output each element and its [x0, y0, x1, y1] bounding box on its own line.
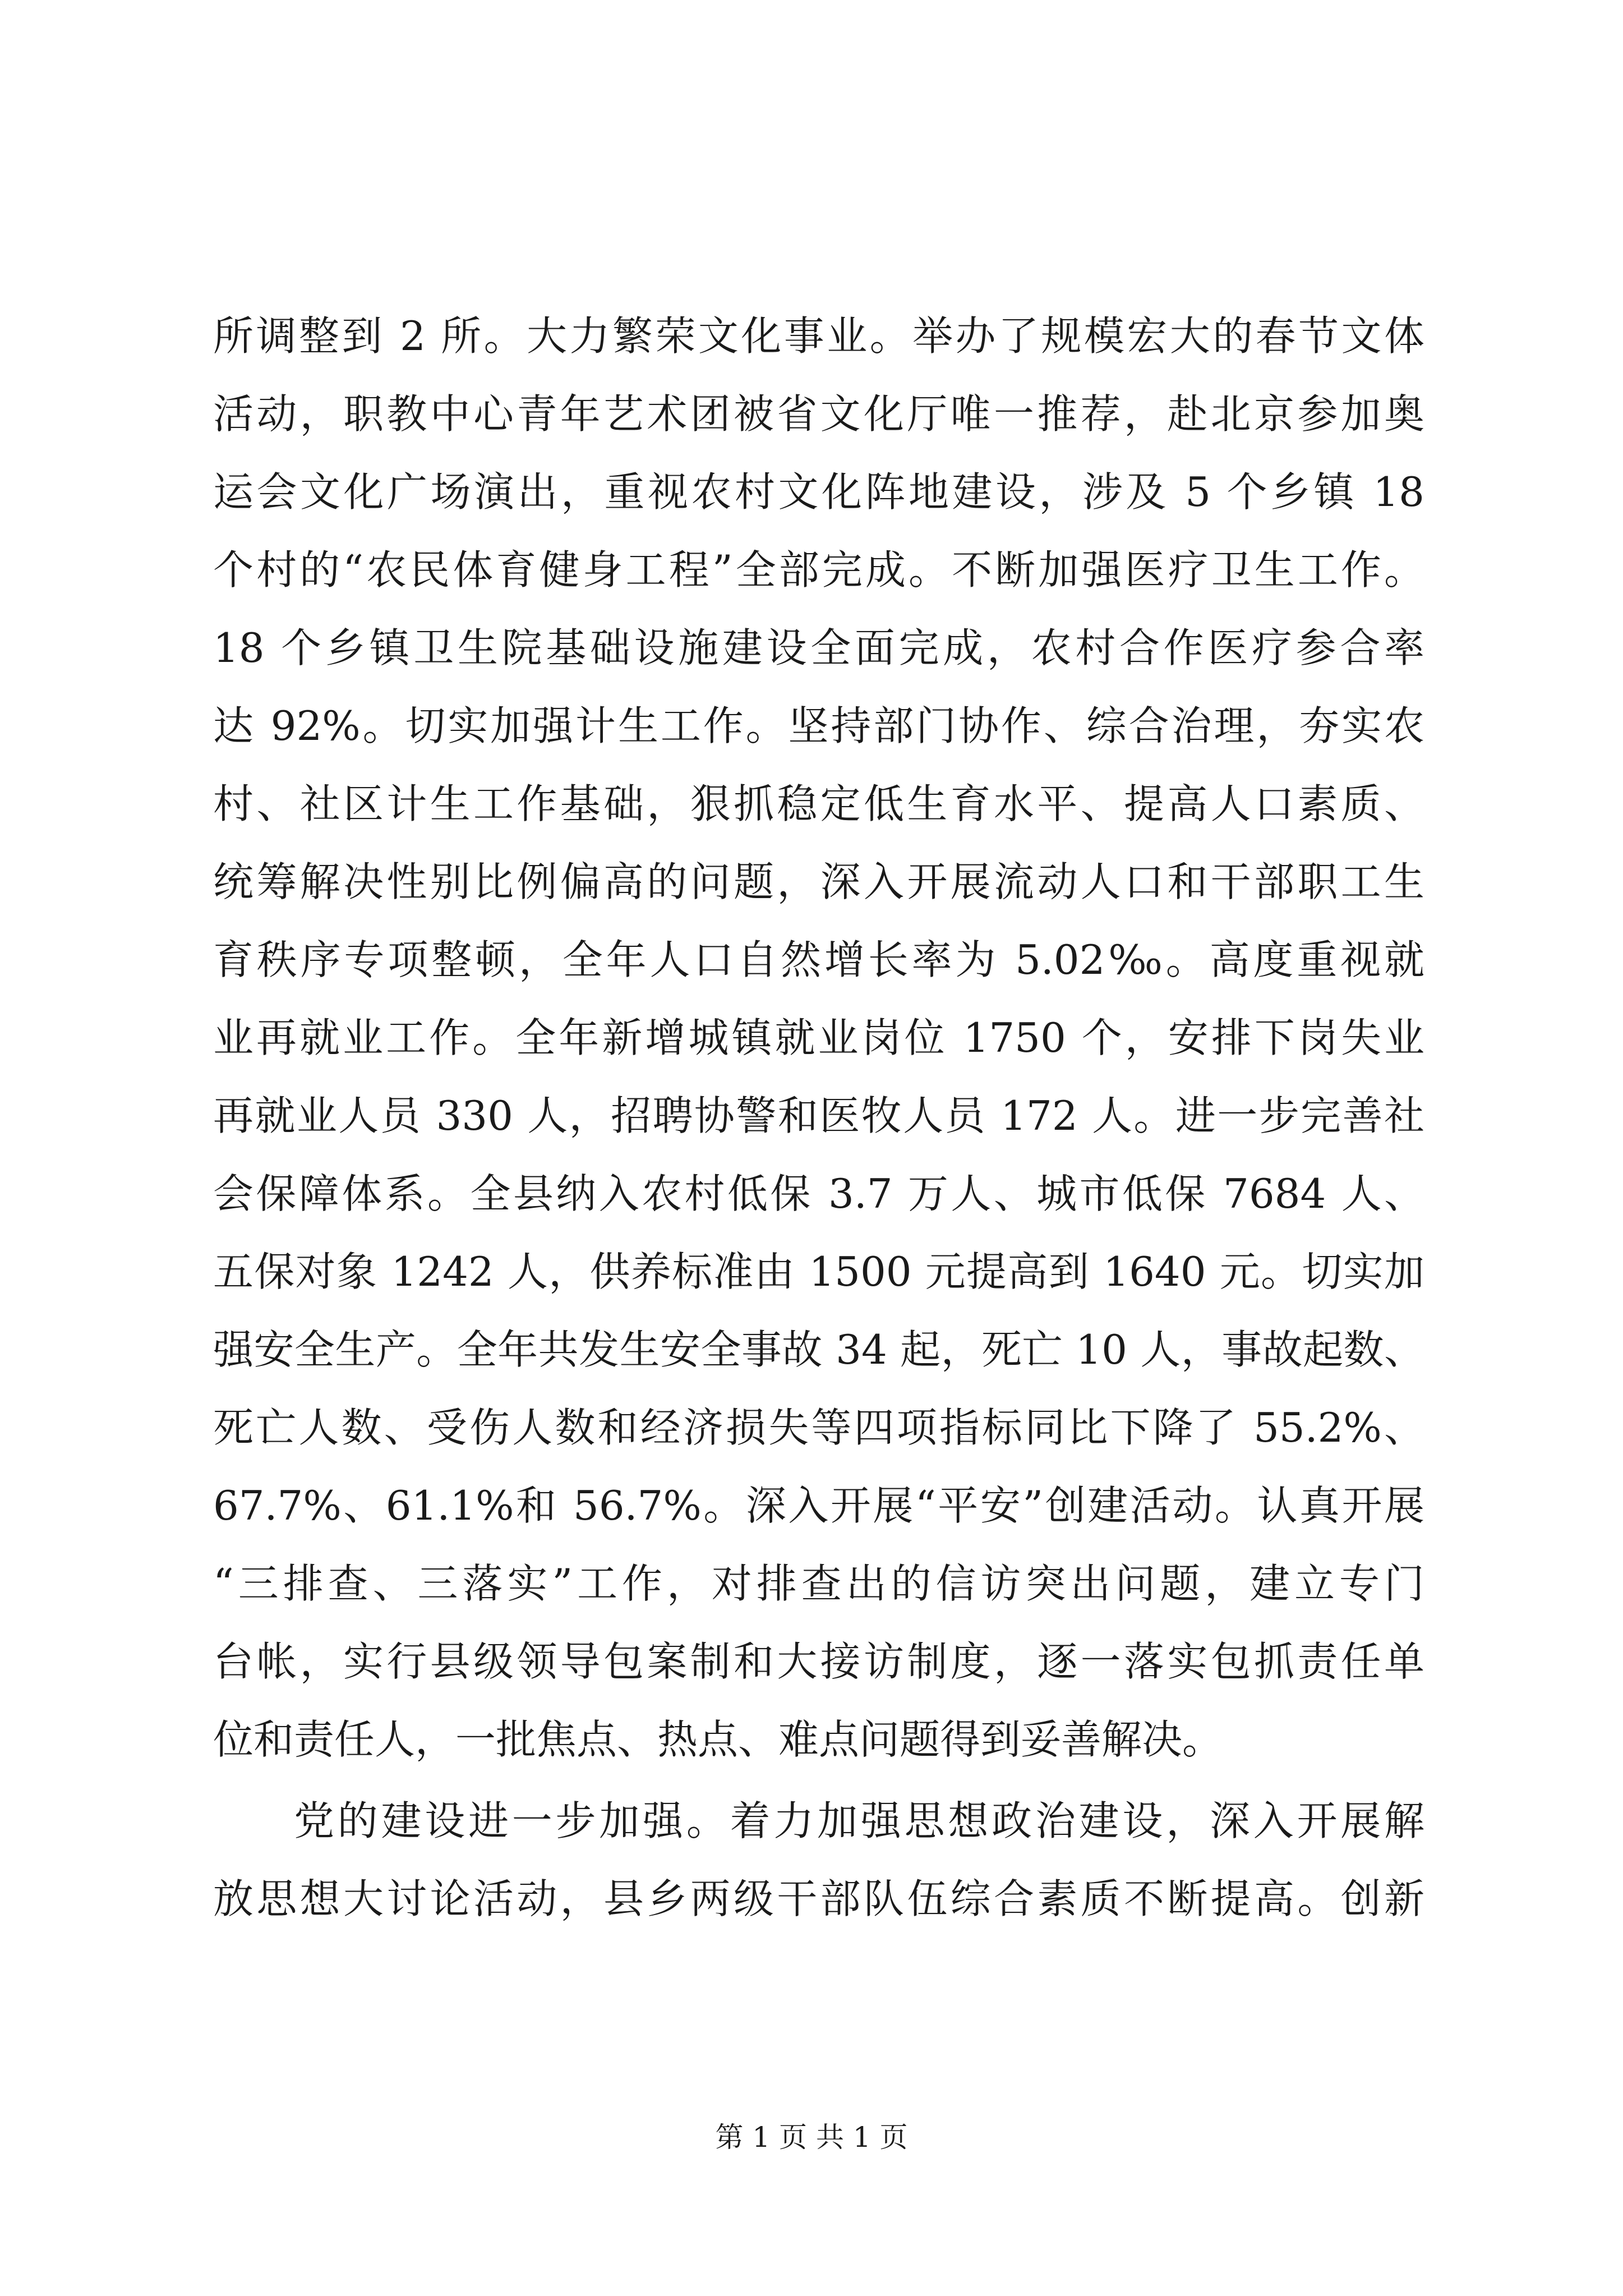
text-line: 个村的“农民体育健身工程”全部完成。不断加强医疗卫生工作。	[213, 546, 1424, 593]
text-line: 党的建设进一步加强。着力加强思想政治建设，深入开展解	[294, 1797, 1424, 1844]
text-line: 再就业人员 330 人，招聘协警和医牧人员 172 人。进一步完善社	[213, 1092, 1424, 1139]
page-footer: 第 1 页 共 1 页	[715, 2121, 908, 2154]
text-line: 67.7%、61.1%和 56.7%。深入开展“平安”创建活动。认真开展	[213, 1482, 1424, 1529]
text-line: 所调整到 2 所。大力繁荣文化事业。举办了规模宏大的春节文体	[213, 312, 1424, 360]
text-line: 放思想大讨论活动，县乡两级干部队伍综合素质不断提高。创新	[213, 1875, 1424, 1922]
text-line: 18 个乡镇卫生院基础设施建设全面完成，农村合作医疗参合率	[213, 624, 1424, 671]
text-line: 村、社区计生工作基础，狠抓稳定低生育水平、提高人口素质、	[213, 780, 1424, 827]
text-line: 运会文化广场演出，重视农村文化阵地建设，涉及 5 个乡镇 18	[213, 468, 1424, 516]
text-line: 五保对象 1242 人，供养标准由 1500 元提高到 1640 元。切实加	[213, 1248, 1424, 1295]
text-line: 位和责任人，一批焦点、热点、难点问题得到妥善解决。	[213, 1716, 1223, 1763]
text-line: 活动，职教中心青年艺术团被省文化厅唯一推荐，赴北京参加奥	[213, 390, 1424, 438]
body-text	[213, 297, 1424, 1938]
text-line: 统筹解决性别比例偏高的问题，深入开展流动人口和干部职工生	[213, 858, 1424, 905]
text-line: 业再就业工作。全年新增城镇就业岗位 1750 个，安排下岗失业	[213, 1014, 1424, 1061]
text-line: 台帐，实行县级领导包案制和大接访制度，逐一落实包抓责任单	[213, 1638, 1424, 1685]
text-line: 达 92%。切实加强计生工作。坚持部门协作、综合治理，夯实农	[213, 702, 1424, 749]
text-line: 死亡人数、受伤人数和经济损失等四项指标同比下降了 55.2%、	[213, 1404, 1424, 1451]
text-line: 会保障体系。全县纳入农村低保 3.7 万人、城市低保 7684 人、	[213, 1170, 1424, 1217]
paragraph	[213, 297, 1424, 1779]
paragraph	[213, 1782, 1424, 1938]
text-line: 强安全生产。全年共发生安全事故 34 起，死亡 10 人，事故起数、	[213, 1326, 1424, 1373]
text-line: “三排查、三落实”工作，对排查出的信访突出问题，建立专门	[213, 1560, 1424, 1607]
text-line: 育秩序专项整顿，全年人口自然增长率为 5.02‰。高度重视就	[213, 936, 1424, 983]
